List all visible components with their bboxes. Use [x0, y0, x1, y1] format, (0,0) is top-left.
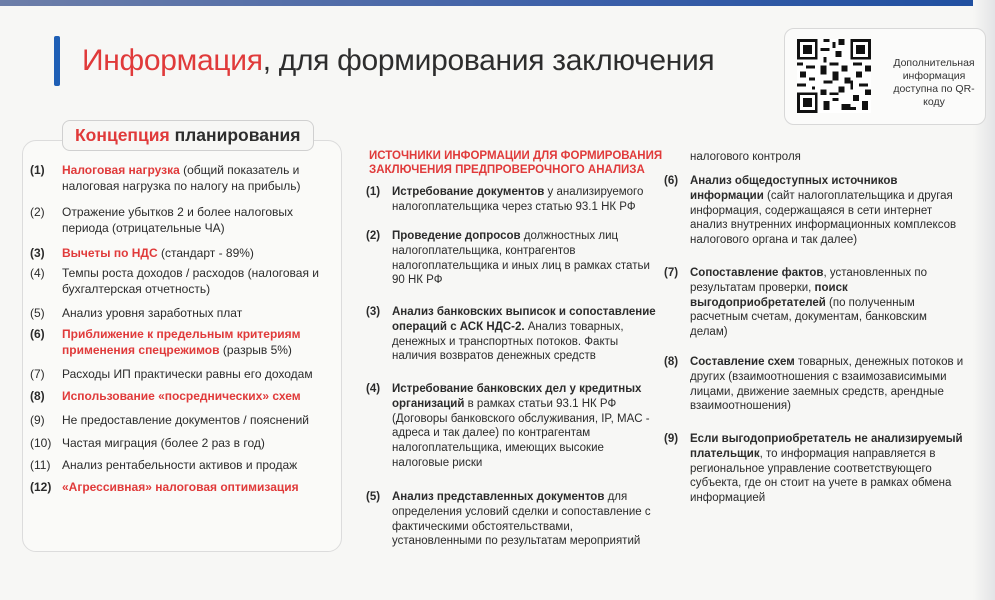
- item-number: (12): [30, 480, 52, 494]
- item-bold: Анализ банковских выписок и сопоставление операций с АСК НДС-2.: [392, 306, 656, 333]
- item-number: (5): [366, 491, 381, 503]
- list-item: [366, 305, 656, 382]
- item-text: (сайт налогоплательщика и другая информация, содержащаяся в сети интернет анализ внутренних информационных комплексов налогового органа и так далее): [690, 189, 957, 247]
- list-item: [366, 382, 656, 490]
- sources-heading: ИСТОЧНИКИ ИНФОРМАЦИИ ДЛЯ ФОРМИРОВАНИЯ ЗАКЛЮЧЕНИЯ ПРЕДПРОВЕРОЧНОГО АНАЛИЗА: [369, 150, 663, 176]
- item-bold: Анализ общедоступных источников информации: [690, 175, 898, 202]
- item-number: (7): [30, 367, 45, 381]
- item-text-2: (по полученным расчетным счетам, документам, банковским делам): [690, 296, 927, 339]
- item-text: (общий показатель и налоговая нагрузка по налогу на прибыль): [62, 163, 301, 193]
- qr-caption: Дополнительная информация доступна по QR-коду: [893, 57, 975, 108]
- list-item: [366, 490, 656, 549]
- item-highlight: Использование «посреднических» схем: [62, 389, 301, 403]
- item-text: , то информация направляется в региональное управление соответствующего субъекта, где он стоит на учете в рамках обмена информацией: [690, 447, 952, 505]
- item-bold: Проведение допросов: [392, 230, 521, 242]
- item-text: Темпы роста доходов / расходов (налоговая и бухгалтерская отчетность): [62, 266, 319, 296]
- item-number: (9): [30, 413, 45, 427]
- item-highlight: Вычеты по НДС: [62, 246, 158, 260]
- item-number: (4): [366, 383, 381, 395]
- item-text: Отражение убытков 2 и более налоговых периода (отрицательные ЧА): [62, 205, 294, 235]
- continuation-text: налогового контроля: [690, 151, 801, 163]
- list-item: [30, 327, 330, 367]
- list-item: [664, 432, 964, 506]
- item-number: (8): [664, 356, 679, 368]
- concept-title: [62, 120, 314, 151]
- item-number: (11): [30, 458, 51, 472]
- item-text: Анализ уровня заработных плат: [62, 306, 243, 320]
- page-title: [82, 44, 714, 78]
- item-highlight: «Агрессивная» налоговая оптимизация: [62, 480, 299, 494]
- list-item: [664, 266, 964, 355]
- item-text: у анализируемого налогоплательщика через статью 93.1 НК РФ: [392, 186, 644, 213]
- item-number: (5): [30, 306, 45, 320]
- item-bold: Анализ представленных документов: [392, 491, 605, 503]
- list-item: [30, 163, 330, 205]
- item-number: (3): [366, 306, 381, 318]
- item-text: , установленных по результатам проверки,: [690, 267, 927, 294]
- list-item: [30, 306, 330, 327]
- item-number: (8): [30, 389, 45, 403]
- qr-code-icon[interactable]: [797, 39, 871, 113]
- list-item: [30, 205, 330, 246]
- concept-title-highlight: Концепция: [75, 125, 170, 145]
- list-item: [30, 458, 330, 480]
- item-number: (10): [30, 436, 52, 450]
- item-number: (7): [664, 267, 679, 279]
- list-item: [30, 246, 330, 266]
- list-item: [30, 480, 330, 502]
- item-text: в рамках статьи 93.1 НК РФ (Договоры банковского обслуживания, IP, MAC - адреса и так далее) по контрагентам налогоплательщика, имеющих высокие налоговые риски: [392, 397, 650, 469]
- item-number: (4): [30, 266, 45, 280]
- list-item: [366, 229, 656, 305]
- list-item: [30, 436, 330, 458]
- list-item: [664, 355, 964, 432]
- item-text: Частая миграция (более 2 раз в год): [62, 436, 265, 450]
- item-text: для определения условий сделки и сопоставление с фактическими обстоятельствами, установленными по результатам мероприятий: [392, 491, 651, 548]
- item-number: (3): [30, 246, 45, 260]
- sources-column-left: [366, 185, 656, 549]
- item-bold: Истребование банковских дел у кредитных организаций: [392, 383, 642, 410]
- item-text: должностных лиц налогоплательщика, контрагентов налогоплательщика и иных лиц в рамках статьи 90 НК РФ: [392, 230, 650, 287]
- item-text: товарных, денежных потоков и других (взаимоотношения с взаимозависимыми лицами, движение заемных средств, арендные взаимоотношения): [690, 356, 964, 413]
- page-title-rest: , для формирования заключения: [262, 44, 715, 77]
- item-text: Не предоставление документов / пояснений: [62, 413, 309, 427]
- item-number: (1): [30, 163, 45, 177]
- list-item: [30, 389, 330, 413]
- item-number: (9): [664, 433, 679, 445]
- list-item: [366, 185, 656, 229]
- item-number: (1): [366, 186, 381, 198]
- qr-info-box: [784, 28, 986, 125]
- title-accent-bar: [54, 36, 60, 86]
- item-number: (2): [366, 230, 381, 242]
- item-bold-2: поиск выгодоприобретателей: [690, 281, 848, 309]
- sources-column-right: [664, 150, 964, 506]
- item-text: Анализ рентабельности активов и продаж: [62, 458, 298, 472]
- item-bold: Если выгодоприобретатель не анализируемый плательщик: [690, 433, 963, 460]
- item-text: Расходы ИП практически равны его доходам: [62, 367, 313, 381]
- list-item: [30, 413, 330, 436]
- page-title-highlight: Информация: [82, 44, 263, 77]
- item-text: Анализ товарных, денежных и транспортных потоков. Факты наличия возвратов денежных средств: [392, 320, 624, 363]
- item-number: (6): [30, 327, 45, 341]
- item-number: (6): [664, 175, 679, 187]
- item-number: (2): [30, 205, 45, 219]
- list-item: [30, 367, 330, 389]
- item-highlight: Приближение к предельным критериям применения спецрежимов: [62, 327, 301, 357]
- item-bold: Сопоставление фактов: [690, 267, 824, 279]
- item-text: (разрыв 5%): [219, 342, 292, 357]
- item-bold: Составление схем: [690, 356, 795, 368]
- item-highlight: Налоговая нагрузка: [62, 163, 180, 177]
- list-item: [30, 266, 330, 306]
- concept-title-rest: планирования: [169, 125, 301, 145]
- list-item: [664, 174, 964, 266]
- item-text: (стандарт - 89%): [157, 246, 254, 260]
- top-accent-strip: [0, 0, 995, 6]
- item-bold: Истребование документов: [392, 186, 545, 198]
- list-item: [664, 150, 964, 174]
- concept-list: [30, 163, 330, 502]
